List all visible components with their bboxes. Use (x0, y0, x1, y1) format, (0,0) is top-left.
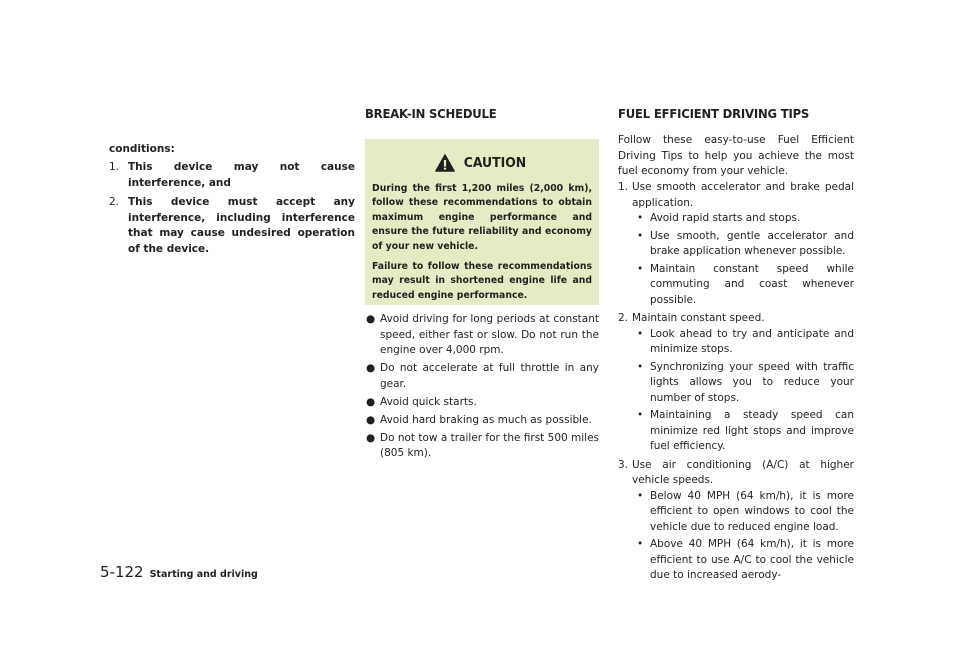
bullet-icon: ● (366, 431, 376, 444)
sub-item-text: Maintaining a steady speed can minimize red light stops and improve fuel efficiency. (650, 409, 854, 452)
sub-item-text: Above 40 MPH (64 km/h), it is more efficient to use A/C to cool the vehicle due to increased aerody- (650, 538, 854, 581)
page-footer (100, 562, 258, 581)
caution-box (365, 139, 599, 305)
tip-sublist (632, 327, 854, 455)
fuel-tips-heading: FUEL EFFICIENT DRIVING TIPS (618, 106, 810, 121)
condition-item (109, 195, 355, 257)
list-item-text: Avoid driving for long periods at constant speed, either fast or slow. Do not run the engine over 4,000 rpm. (380, 313, 599, 356)
conditions-title: conditions: (109, 143, 175, 155)
warning-triangle-icon (435, 154, 455, 172)
tip-sublist (632, 211, 854, 308)
fuel-tips-list (618, 180, 854, 587)
sub-item (634, 360, 854, 407)
condition-item (109, 160, 355, 191)
tip-item (618, 458, 854, 584)
sub-item (634, 537, 854, 584)
list-item (365, 361, 599, 392)
break-in-heading: BREAK-IN SCHEDULE (365, 106, 497, 121)
bullet-icon: ● (366, 313, 376, 325)
list-item-text: Do not accelerate at full throttle in any gear. (380, 362, 599, 390)
tip-text: Use air conditioning (A/C) at higher vehicle speeds. (632, 458, 854, 486)
conditions-list (109, 160, 355, 261)
sub-item-text: Maintain constant speed while commuting and coast whenever possible. (650, 262, 854, 306)
caution-title: CAUTION (463, 154, 527, 171)
condition-text: This device must accept any interference, including interference that may cause undesired operation of the device. (128, 196, 355, 255)
bullet-icon: • (637, 229, 644, 242)
tip-number: 3. (618, 458, 629, 471)
sub-item-text: Avoid rapid starts and stops. (650, 212, 801, 224)
tip-text: Maintain constant speed. (632, 312, 765, 324)
list-item (365, 312, 599, 359)
sub-item (634, 211, 854, 227)
condition-number: 2. (109, 196, 120, 208)
bullet-icon: • (637, 489, 644, 502)
bullet-icon: ● (366, 413, 376, 426)
bullet-icon: • (637, 409, 644, 421)
list-item-text: Do not tow a trailer for the first 500 miles (805 km). (380, 431, 600, 459)
sub-item (634, 408, 854, 455)
sub-item (634, 229, 854, 260)
sub-item (634, 327, 854, 358)
bullet-icon: ● (366, 362, 376, 374)
caution-header (365, 152, 599, 172)
sub-item-text: Below 40 MPH (64 km/h), it is more efficient to open windows to cool the vehicle due to reduced engine load. (650, 489, 854, 533)
condition-text: This device may not cause interference, and (128, 161, 355, 189)
list-item-text: Avoid hard braking as much as possible. (380, 413, 592, 426)
list-item-text: Avoid quick starts. (380, 395, 477, 408)
tip-text: Use smooth accelerator and brake pedal application. (632, 181, 854, 209)
tip-item (618, 180, 854, 308)
sub-item (634, 262, 854, 309)
caution-paragraph: Failure to follow these recommendations may result in shortened engine life and reduced engine performance. (372, 261, 592, 301)
caution-paragraph: During the first 1,200 miles (2,000 km), follow these recommendations to obtain maximum engine performance and ensure the future reliability and economy of your new vehicle. (372, 183, 592, 252)
sub-item-text: Look ahead to try and anticipate and minimize stops. (650, 327, 854, 355)
sub-item-text: Use smooth, gentle accelerator and brake application whenever possible. (650, 229, 854, 257)
condition-number: 1. (109, 161, 120, 173)
bullet-icon: • (637, 327, 644, 340)
list-item (365, 395, 599, 411)
break-in-bullets (365, 312, 599, 464)
section-name: Starting and driving (149, 569, 258, 580)
fuel-tips-intro: Follow these easy-to-use Fuel Efficient Driving Tips to help you achieve the most fuel economy from your vehicle. (618, 134, 854, 177)
bullet-icon: • (637, 360, 644, 373)
tip-number: 1. (618, 181, 629, 193)
caution-body (372, 182, 592, 309)
bullet-icon: • (637, 212, 644, 224)
tip-sublist (632, 489, 854, 584)
sub-item-text: Synchronizing your speed with traffic lights allows you to reduce your number of stops. (650, 360, 854, 404)
page-number: 5-122 (100, 563, 144, 581)
tip-number: 2. (618, 312, 629, 324)
bullet-icon: ● (366, 395, 376, 408)
bullet-icon: • (637, 538, 644, 550)
bullet-icon: • (637, 262, 644, 275)
tip-item (618, 311, 854, 455)
sub-item (634, 489, 854, 536)
list-item (365, 413, 599, 429)
list-item (365, 431, 599, 462)
